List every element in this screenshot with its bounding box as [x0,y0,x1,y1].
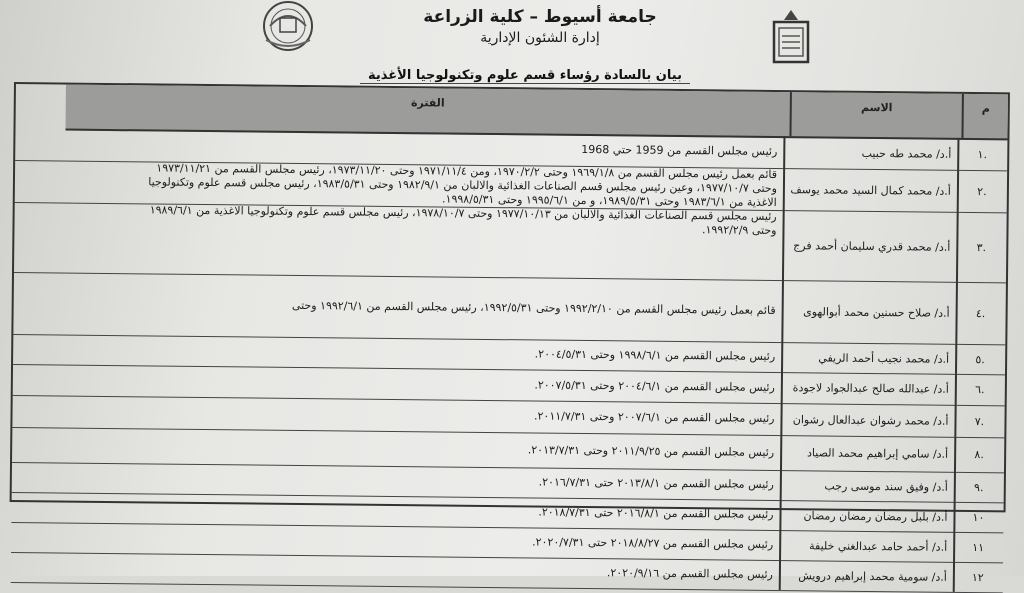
name-cell: أ.د/ بلبل رمضان رمضان رمضان [783,500,955,532]
university-logo [768,6,814,68]
row-number: ٣. [976,240,987,254]
name-cell: أ.د/ محمد نجيب أحمد الريفي [785,342,957,374]
row-number: ٥. [975,352,985,366]
name-cell: أ.د/ محمد رشوان عبدالعال رشوان [784,403,956,437]
name-cell: أ.د/ محمد قدري سليمان أحمد فرج [786,210,959,282]
university-name: جامعة أسيوط – كلية الزراعة [423,7,657,27]
period-line: رئيس مجلس القسم من ٢٠١٦/٨/١ حتى ٢٠١٨/٧/٣١. [538,505,774,521]
document-header [330,6,750,48]
row-number: ١٢ [971,570,984,584]
department-name: إدارة الشئون الإدارية [480,30,600,46]
row-number: ١٠ [972,510,985,524]
period-line: الاغذية من ١٩٨٣/٦/١ وحتى ١٩٨٩/٥/٣١، و من ١٩٩٥/٦/١ وحتى ١٩٩٨/٥/٣١. [442,192,777,209]
period-line: وحتى ١٩٩٢/٢/٩. [701,223,777,237]
period-line: رئيس مجلس القسم من ٢٠١٨/٨/٢٧ حتى ٢٠٢٠/٧/٣١. [532,535,774,551]
row-number: ١. [977,147,988,161]
period-line: رئيس مجلس القسم من ٢٠١١/٩/٢٥ وحتى ٢٠١٣/٧/٣١. [527,442,775,459]
header-name: الاسم [791,92,963,138]
row-number: ٦. [975,383,985,397]
period-line: رئيس مجلس القسم من ١٩٩٨/٦/١ وحتى ٢٠٠٤/٥/٣١. [534,347,776,363]
row-number: ٩. [974,480,984,494]
name-cell: أ.د/ سامي إبراهيم محمد الصياد [784,435,956,472]
row-number: ٧. [974,414,985,428]
name-cell: أ.د/ عبدالله صالح عبدالجواد لاجودة [785,372,957,405]
row-number: ٤. [975,306,986,320]
period-line: رئيس مجلس القسم من ٢٠٠٧/٦/١ وحتى ٢٠١١/٧/٣١. [533,409,775,425]
header-number: م [981,102,990,116]
document-title: بيان بالسادة رؤساء قسم علوم وتكنولوجيا الأغذية [360,68,690,84]
period-cell [61,553,781,591]
row-number: ٨. [974,448,984,462]
period-cell [65,161,785,211]
name-cell: أ.د/ محمد كمال السيد محمد يوسف [787,168,959,212]
row-number: ١١ [972,540,985,554]
name-cell: أ.د/ محمد طه حبيب [787,136,959,170]
period-line: قائم بعمل رئيس مجلس القسم من ١٩٩٢/٢/١٠ وحتى ١٩٩٢/٥/٣١، رئيس مجلس القسم من ١٩٩٢/٦/١ وحتى [291,298,776,317]
faculty-seal-logo [248,0,328,56]
period-cell [64,203,785,281]
table-row [14,202,1007,283]
period-cell [63,273,784,343]
period-line: رئيس مجلس قسم الصناعات الغذائية والالبان من ١٩٧٧/١٠/١٣ وحتى ١٩٧٨/١٠/٧، رئيس مجلس قسم علوم وتكنولوجيا الاغذية من ١٩٨٩/٦/١ [149,203,777,223]
name-cell: أ.د/ سومية محمد إبراهيم درويش [783,560,955,592]
heads-table [10,82,1010,584]
period-line: وحتى ١٩٧٧/١٠/٧، وعين رئيس مجلس قسم الصناعات الغذائية والالبان من ١٩٨٢/٩/١ وحتى ١٩٨٣/٥/٣١، رئيس مجلس قسم علوم وتكنولوجيا [148,175,777,195]
period-line: رئيس مجلس القسم من 1959 حتي 1968 [581,142,778,158]
period-line: رئيس مجلس القسم من ٢٠٠٤/٦/١ وحتى ٢٠٠٧/٥/٣١. [534,377,775,394]
period-line: رئيس مجلس القسم من ٢٠٢٠/٩/١٦. [606,566,773,581]
period-line: رئيس مجلس القسم من ٢٠١٣/٨/١ حتى ٢٠١٦/٧/٣١. [538,475,774,491]
name-cell: أ.د/ صلاح حسنين محمد أبوالهوى [785,280,958,344]
period-line: قائم بعمل رئيس مجلس القسم من ١٩٦٩/١/٨ وحتى ١٩٧٠/٢/٢، ومن ١٩٧١/١١/٤ وحتى ١٩٧٣/١١/٢٠، رئيس مجلس القسم من ١٩٧٣/١١/٢١ [156,161,778,181]
name-cell: أ.د/ وفيق سند موسى رجب [784,470,956,502]
table-row [13,272,1006,345]
row-number: ٢. [977,184,987,198]
name-cell: أ.د/ أحمد حامد عبدالغني خليفة [783,530,955,562]
header-period: الفترة [66,85,792,137]
